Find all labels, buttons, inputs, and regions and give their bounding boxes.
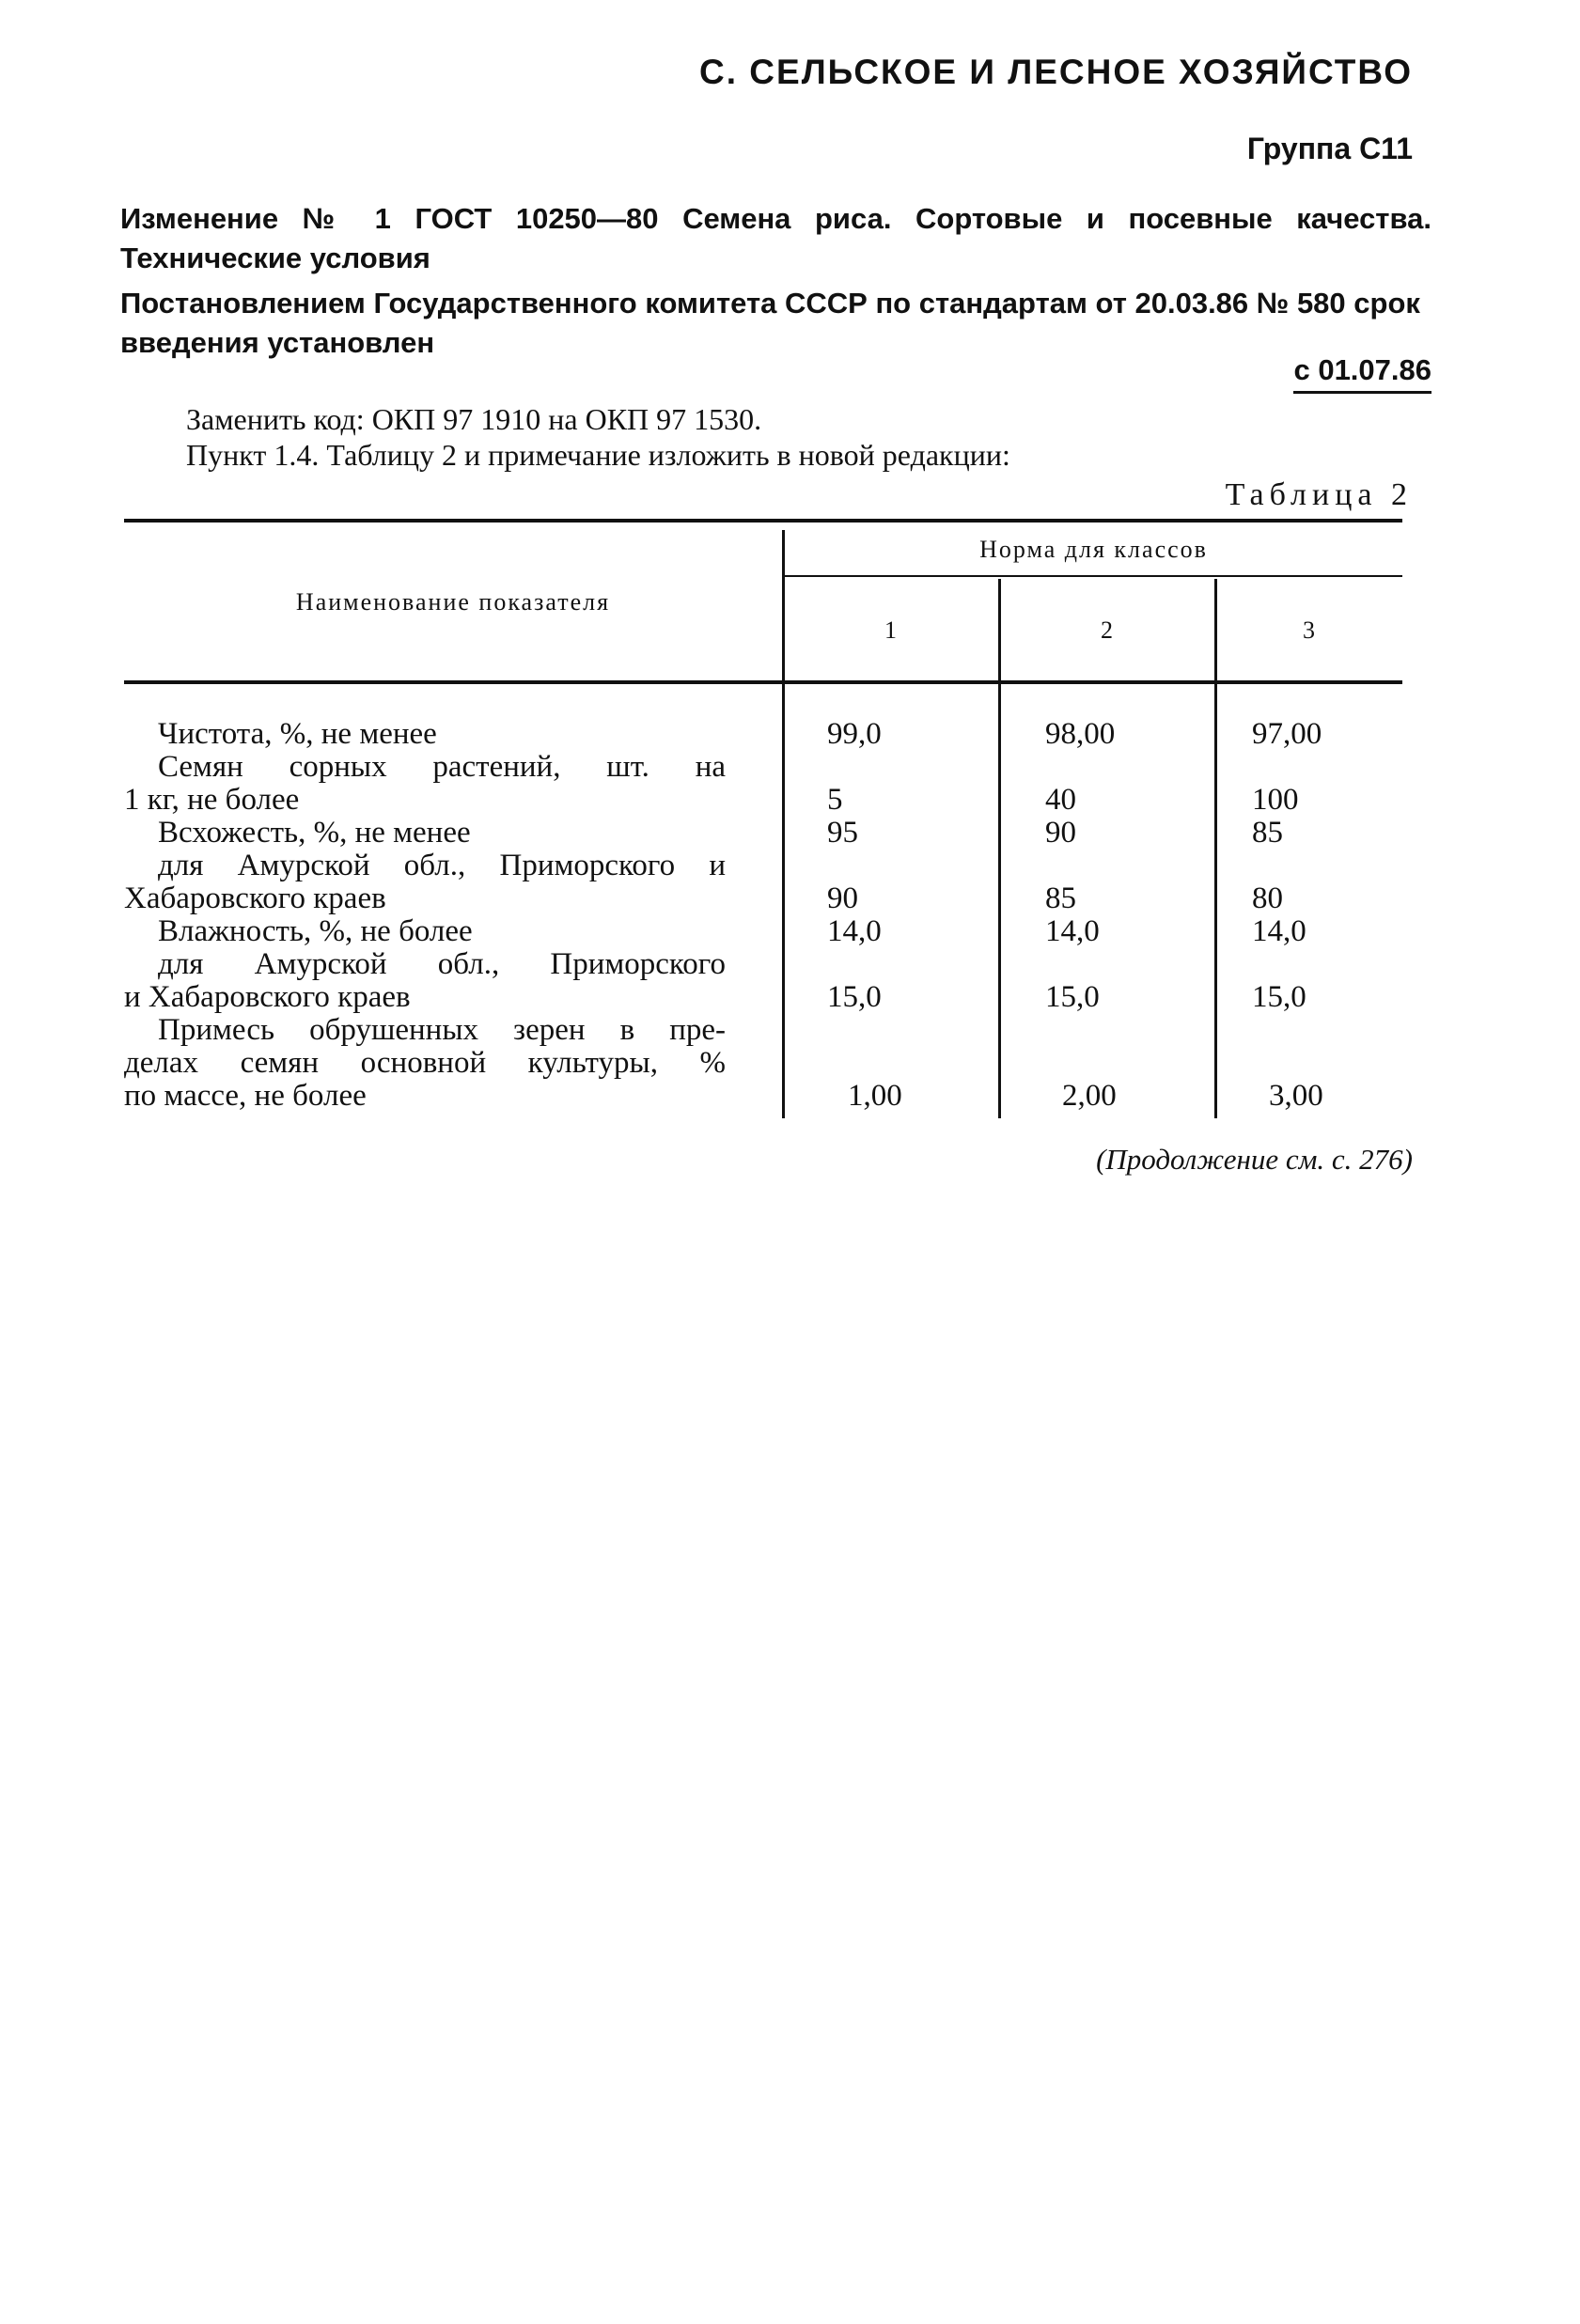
row-name-germination: Всхожесть, %, не менее [158, 816, 471, 850]
effective-date-value: с 01.07.86 [1293, 353, 1431, 394]
table-top-rule [124, 519, 1402, 523]
decree-text: Постановлением Государственного комитета СССР по стандартам от 20.03.86 № 580 срок введения установлен [120, 287, 1420, 359]
replace-code-text: Заменить код: ОКП 97 1910 на ОКП 97 1530. [186, 402, 762, 436]
name-column-header: Наименование показателя [295, 588, 611, 616]
class-header-3: 3 [1303, 616, 1317, 644]
row-moisture-amur-class-2: 15,0 [1045, 980, 1100, 1014]
row-germination-class-2: 90 [1045, 816, 1076, 850]
table-caption: Таблица 2 [1225, 477, 1413, 512]
row-germination-amur-class-1: 90 [827, 881, 858, 915]
row-germination-amur-class-3: 80 [1252, 881, 1283, 915]
row-name-hulled-line-2: делах семян основной культуры, % [124, 1046, 726, 1080]
class-header-1: 1 [884, 616, 899, 644]
norm-header-rule [782, 575, 1402, 577]
class-header-2: 2 [1101, 616, 1115, 644]
row-name-weeds-line-1: Семян сорных растений, шт. на [158, 750, 726, 784]
section-heading: С. СЕЛЬСКОЕ И ЛЕСНОЕ ХОЗЯЙСТВО [699, 53, 1413, 91]
row-name-moisture: Влажность, %, не более [158, 914, 473, 948]
row-moisture-class-1: 14,0 [827, 914, 882, 948]
row-moisture-class-3: 14,0 [1252, 914, 1306, 948]
continuation-note: (Продолжение см. с. 276) [1096, 1143, 1413, 1176]
row-weeds-class-1: 5 [827, 783, 843, 817]
row-moisture-amur-class-3: 15,0 [1252, 980, 1306, 1014]
norms-table [124, 519, 1402, 1130]
row-hulled-class-3: 3,00 [1269, 1079, 1323, 1113]
row-hulled-class-2: 2,00 [1062, 1079, 1117, 1113]
group-code: Группа С11 [1246, 132, 1413, 165]
column-divider-2 [1214, 579, 1217, 1118]
row-name-purity: Чистота, %, не менее [158, 717, 437, 751]
row-purity-class-2: 98,00 [1045, 717, 1116, 751]
row-germination-class-3: 85 [1252, 816, 1283, 850]
row-weeds-class-3: 100 [1252, 783, 1299, 817]
row-name-weeds-line-2: 1 кг, не более [124, 783, 300, 817]
row-moisture-amur-class-1: 15,0 [827, 980, 882, 1014]
row-name-moisture-amur-line-1: для Амурской обл., Приморского [158, 947, 726, 981]
row-name-hulled-line-3: по массе, не более [124, 1079, 367, 1113]
row-name-germination-amur-line-2: Хабаровского краев [124, 881, 386, 915]
row-germination-class-1: 95 [827, 816, 858, 850]
row-name-moisture-amur-line-2: и Хабаровского краев [124, 980, 411, 1014]
row-name-germination-amur-line-1: для Амурской обл., Приморского и [158, 849, 726, 882]
column-divider-1 [998, 579, 1001, 1118]
punkt-text: Пункт 1.4. Таблицу 2 и примечание изложить в новой редакции: [186, 438, 1010, 472]
header-bottom-rule [124, 680, 1402, 684]
row-purity-class-1: 99,0 [827, 717, 882, 751]
row-hulled-class-1: 1,00 [848, 1079, 902, 1113]
row-moisture-class-2: 14,0 [1045, 914, 1100, 948]
amendment-title: Изменение № 1 ГОСТ 10250—80 Семена риса. Сортовые и посевные качества. Технические условия [120, 202, 1431, 274]
row-purity-class-3: 97,00 [1252, 717, 1322, 751]
norm-column-header: Норма для классов [979, 536, 1208, 563]
row-germination-amur-class-2: 85 [1045, 881, 1076, 915]
row-name-hulled-line-1: Примесь обрушенных зерен в пре- [158, 1013, 726, 1047]
effective-date [1293, 353, 1431, 394]
row-weeds-class-2: 40 [1045, 783, 1076, 817]
